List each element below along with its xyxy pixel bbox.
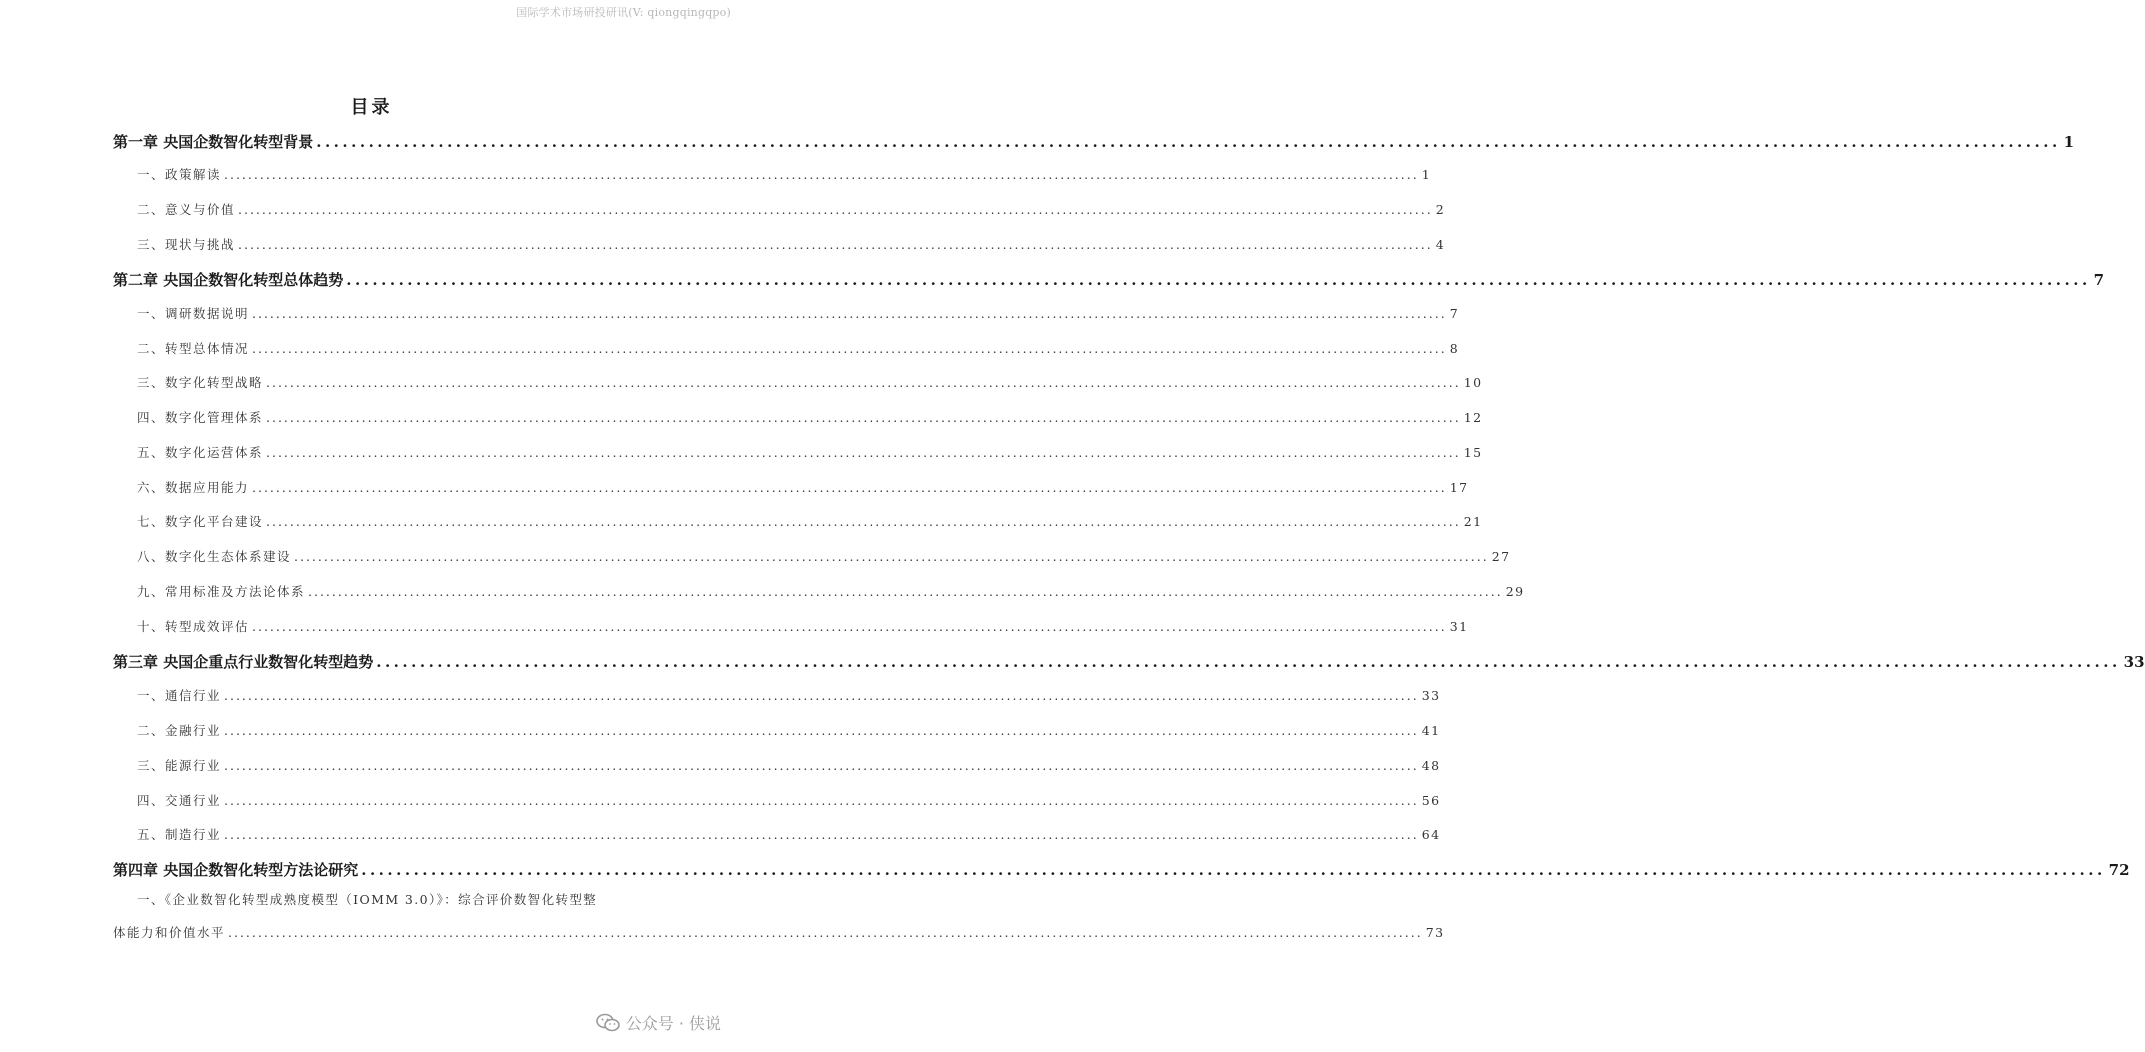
toc-chapter-label: 第二章 央国企数智化转型总体趋势 xyxy=(113,271,344,289)
dot-leader: ........................................................................................................................................................................................................ xyxy=(294,549,1489,564)
toc-section-row xyxy=(113,200,1446,220)
toc-page-number: 1 xyxy=(2063,133,2075,151)
dot-leader: ........................................................................................................................................................................................................ xyxy=(266,445,1461,460)
toc-section-row xyxy=(113,373,1483,393)
dot-leader: ........................................................................................................................................................................................................ xyxy=(266,375,1461,390)
toc-section-row xyxy=(113,235,1446,255)
toc-section-row xyxy=(113,304,1460,324)
toc-section-row xyxy=(113,825,1441,845)
dot-leader: ........................................................................................................................................................................................................ xyxy=(361,861,2106,879)
toc-page-number: 29 xyxy=(1505,584,1525,599)
dot-leader: ........................................................................................................................................................................................................ xyxy=(224,758,1419,773)
dot-leader: ........................................................................................................................................................................................................ xyxy=(224,723,1419,738)
toc-section-label: 一、政策解读 xyxy=(137,167,222,182)
toc-section-label: 三、现状与挑战 xyxy=(137,237,236,252)
wechat-icon xyxy=(596,1013,620,1033)
dot-leader: ........................................................................................................................................................................................................ xyxy=(308,584,1503,599)
dot-leader: ........................................................................................................................................................................................................ xyxy=(316,133,2061,151)
toc-section-label: 三、数字化转型战略 xyxy=(137,375,264,390)
toc-section-row xyxy=(113,408,1483,428)
toc-section-row xyxy=(113,547,1511,567)
dot-leader: ........................................................................................................................................................................................................ xyxy=(238,237,1433,252)
toc-section-label-cont: 体能力和价值水平 xyxy=(113,925,226,940)
toc-page-number: 72 xyxy=(2108,861,2130,879)
toc-page-number: 48 xyxy=(1421,758,1441,773)
toc-section-label: 五、制造行业 xyxy=(137,827,222,842)
toc-page-number: 64 xyxy=(1421,827,1441,842)
toc-chapter-row xyxy=(113,859,2130,881)
toc-section-label: 四、交通行业 xyxy=(137,793,222,808)
toc-section-row xyxy=(113,686,1441,706)
dot-leader: ........................................................................................................................................................................................................ xyxy=(252,619,1447,634)
dot-leader: ........................................................................................................................................................................................................ xyxy=(266,410,1461,425)
toc-page-number: 73 xyxy=(1425,925,1445,940)
toc-section-label: 一、通信行业 xyxy=(137,688,222,703)
toc-page-number: 7 xyxy=(1449,306,1460,321)
toc-section-label: 七、数字化平台建设 xyxy=(137,514,264,529)
dot-leader: ........................................................................................................................................................................................................ xyxy=(228,925,1423,940)
toc-section-label: 八、数字化生态体系建设 xyxy=(137,549,292,564)
toc-page-number: 27 xyxy=(1491,549,1511,564)
toc-section-row xyxy=(113,756,1441,776)
toc-page-number: 4 xyxy=(1435,237,1446,252)
toc-chapter-row xyxy=(113,651,2145,673)
toc-section-label: 一、调研数据说明 xyxy=(137,306,250,321)
toc-section-label: 二、意义与价值 xyxy=(137,202,236,217)
toc-section-row xyxy=(113,443,1483,463)
dot-leader: ........................................................................................................................................................................................................ xyxy=(238,202,1433,217)
toc-page-number: 7 xyxy=(2093,271,2105,289)
toc-chapter-label: 第三章 央国企重点行业数智化转型趋势 xyxy=(113,653,374,671)
dot-leader: ........................................................................................................................................................................................................ xyxy=(346,271,2091,289)
toc-section-label: 三、能源行业 xyxy=(137,758,222,773)
watermark xyxy=(596,1011,721,1034)
toc-page-number: 12 xyxy=(1463,410,1483,425)
toc-page-number: 1 xyxy=(1421,167,1432,182)
toc-section-label: 二、金融行业 xyxy=(137,723,222,738)
toc-page-number: 33 xyxy=(2123,653,2145,671)
toc-title: 目录 xyxy=(350,97,393,118)
toc-section-row xyxy=(113,478,1469,498)
toc-page-number: 21 xyxy=(1463,514,1483,529)
toc-section-label: 二、转型总体情况 xyxy=(137,341,250,356)
toc-page-number: 10 xyxy=(1463,375,1483,390)
dot-leader: ........................................................................................................................................................................................................ xyxy=(266,514,1461,529)
watermark-text: 公众号 · 侠说 xyxy=(625,1014,721,1033)
dot-leader: ........................................................................................................................................................................................................ xyxy=(224,793,1419,808)
dot-leader: ........................................................................................................................................................................................................ xyxy=(224,688,1419,703)
dot-leader: ........................................................................................................................................................................................................ xyxy=(224,827,1419,842)
toc-page-number: 8 xyxy=(1449,341,1460,356)
toc-page-number: 41 xyxy=(1421,723,1441,738)
toc-section-row xyxy=(113,791,1441,811)
toc-section-row xyxy=(113,582,1525,602)
toc-chapter-row xyxy=(113,131,2075,153)
toc-section-row xyxy=(113,165,1432,185)
toc-page-number: 33 xyxy=(1421,688,1441,703)
dot-leader: ........................................................................................................................................................................................................ xyxy=(376,653,2121,671)
toc-chapter-label: 第四章 央国企数智化转型方法论研究 xyxy=(113,861,359,879)
toc-page-number: 17 xyxy=(1449,480,1469,495)
toc-section-label: 六、数据应用能力 xyxy=(137,480,250,495)
toc-section-label: 九、常用标准及方法论体系 xyxy=(137,584,306,599)
toc-page-number: 2 xyxy=(1435,202,1446,217)
dot-leader: ........................................................................................................................................................................................................ xyxy=(252,341,1447,356)
toc-section-label: 五、数字化运营体系 xyxy=(137,445,264,460)
toc-section-row xyxy=(113,617,1469,637)
dot-leader: ........................................................................................................................................................................................................ xyxy=(224,167,1419,182)
toc-page-number: 56 xyxy=(1421,793,1441,808)
toc-section-row xyxy=(113,721,1441,741)
toc-section-row xyxy=(113,339,1460,359)
dot-leader: ........................................................................................................................................................................................................ xyxy=(252,480,1447,495)
toc-section-label: 四、数字化管理体系 xyxy=(137,410,264,425)
toc-chapter-label: 第一章 央国企数智化转型背景 xyxy=(113,133,314,151)
page-header-watermark: 国际学术市场研投研讯(V: qiongqingqpo) xyxy=(516,6,731,19)
toc-section-row xyxy=(113,512,1483,532)
toc-section-row xyxy=(113,923,1445,943)
toc-chapter-row xyxy=(113,269,2105,291)
toc-section-label: 十、转型成效评估 xyxy=(137,619,250,634)
toc-section-label: 一、《企业数智化转型成熟度模型（IOMM 3.0）》：综合评价数智化转型整 xyxy=(137,892,598,907)
toc-page-number: 31 xyxy=(1449,619,1469,634)
dot-leader: ........................................................................................................................................................................................................ xyxy=(252,306,1447,321)
toc-page-number: 15 xyxy=(1463,445,1483,460)
